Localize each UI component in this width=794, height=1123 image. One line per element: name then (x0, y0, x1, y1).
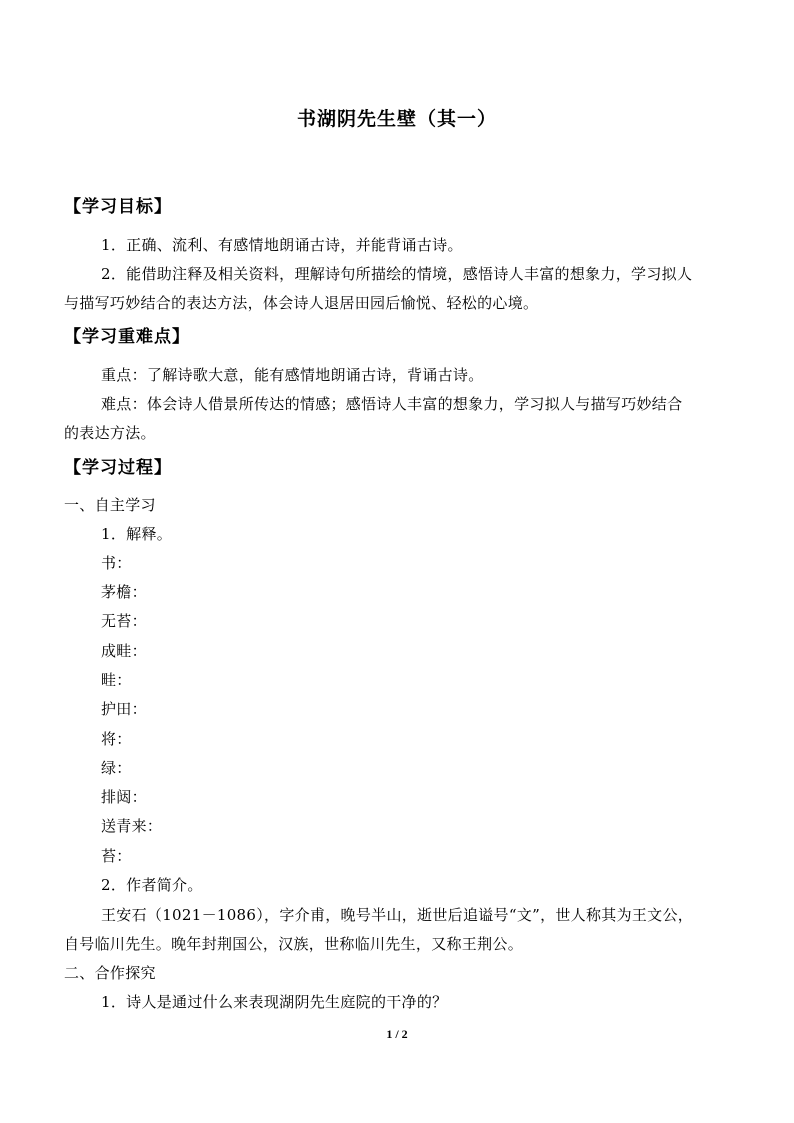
part2-heading: 二、合作探究 (64, 964, 156, 982)
term-item: 送青来： (101, 817, 163, 835)
goal-line-3: 与描写巧妙结合的表达方法，体会诗人退居田园后愉悦、轻松的心境。 (64, 294, 539, 312)
keypoint-line-1: 重点：了解诗歌大意，能有感情地朗诵古诗，背诵古诗。 (101, 366, 484, 384)
term-item: 护田： (101, 700, 147, 718)
section-heading-keypoints: 【学习重难点】 (64, 327, 190, 347)
term-item: 将： (101, 730, 132, 748)
part1-heading: 一、自主学习 (64, 496, 156, 514)
keypoint-line-2: 难点：体会诗人借景所传达的情感；感悟诗人丰富的想象力，学习拟人与描写巧妙结合 (101, 395, 683, 413)
part2-question-1: 1．诗人是通过什么来表现湖阴先生庭院的干净的？ (101, 993, 448, 1011)
goal-line-1: 1．正确、流利、有感情地朗诵古诗，并能背诵古诗。 (101, 236, 463, 254)
term-item: 茅檐： (101, 583, 147, 601)
term-item: 排闼： (101, 788, 147, 806)
goal-line-2: 2．能借助注释及相关资料，理解诗句所描绘的情境，感悟诗人丰富的想象力，学习拟人 (101, 265, 693, 283)
section-heading-goals: 【学习目标】 (64, 197, 172, 217)
term-item: 成畦： (101, 642, 147, 660)
term-item: 畦： (101, 671, 132, 689)
term-item: 苔： (101, 847, 132, 865)
keypoint-line-3: 的表达方法。 (64, 424, 156, 442)
author-line-2: 自号临川先生。晚年封荆国公，汉族，世称临川先生，又称王荆公。 (64, 935, 524, 953)
term-item: 绿： (101, 759, 132, 777)
section-heading-process: 【学习过程】 (64, 458, 172, 478)
part1-item-2: 2．作者简介。 (101, 876, 203, 894)
part1-item-1: 1．解释。 (101, 525, 173, 543)
author-line-1: 王安石（1021－1086），字介甫，晚号半山，逝世后追谥号“文”，世人称其为王文公， (101, 906, 694, 924)
page-number: 1 / 2 (386, 1027, 408, 1041)
term-item: 书： (101, 554, 132, 572)
term-item: 无苔： (101, 612, 147, 630)
document-title: 书湖阴先生壁（其一） (296, 108, 497, 130)
